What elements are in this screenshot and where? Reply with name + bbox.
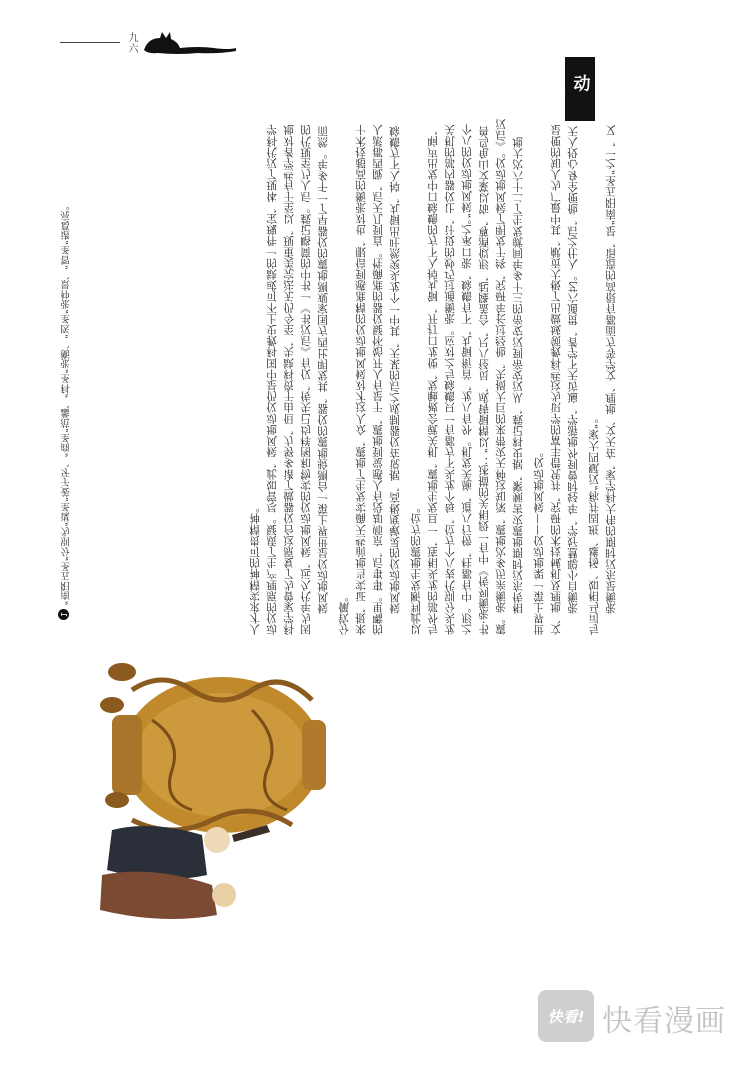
footnote xyxy=(58,140,70,620)
paragraph-3: 相传东汉时期地震灾害频繁，据史料记载，从汉安帝到汉安帝的三十多年间就发生了二十六次大地震。张衡亲历多次地震，深知这种天灾带来的巨大损失，他经过长年研究，终于发明了候风地动仪。《后汉书·张衡列传》中有一段相关的描述：“以精铜铸成，员径八尺，合盖隆起，形似酒尊，饰以篆文山龟鸟兽之形。中有都柱，傍行八道，施关发机。外有八龙，首衔铜丸，下有蟾蜍，张口承之。”候风地动仪的八个龙头分别代表八个方位，每个龙头下方都有一只蟾蜍与之对应。张衡通过巧妙的设计，让仪器内部的机关与外部的龙头相连，一旦发生地震，机关就会被触发，使龙口打开，铜丸掉入下方的蟾蜍口中发出声响，以此判断发生地震的方位。 xyxy=(409,118,523,635)
watermark-badge-text: 快看! xyxy=(547,1007,585,1026)
watermark-text: 快看漫画 xyxy=(602,1004,726,1039)
chapter-title xyxy=(544,57,615,121)
paragraph-1: 张衡是东汉时期的伟大科学家，在天文、地理、文学等方面都有很高的造诣，是“南阳五圣”之一，又与司马相如、扬雄、班固并称“汉赋四大家”。 xyxy=(587,124,616,635)
header-rule xyxy=(60,42,120,43)
watermark-badge xyxy=(538,990,594,1042)
watermark xyxy=(538,990,738,1042)
paragraph-4: 候风地动仪的灵敏度极高，据说在仪器制成之后的某天，其中一个龙头突然吐出铜丸，掉入下方蟾蜍的嘴里。事事后，京师却没有人感觉到地震，于是有人开始怀疑仪器的准确性。直到几天后，陇西郡派人来报，证实当地前些天确实发生了地震，众人这才对候风地动仪的精准感到信服，也对张衡的高超技术十分钦佩。 xyxy=(337,124,400,635)
chapter-mark: 九六 xyxy=(126,32,137,54)
body-text xyxy=(58,115,618,635)
cat-icon xyxy=(138,28,238,58)
body-text-block xyxy=(58,115,618,635)
seismograph-illustration-icon xyxy=(92,660,352,930)
paragraph-2: 张衡自小聪慧好学，年轻时曾到外地游学，遍访天下学者，贯通六艺。入仕之后，他便全身心投入天文、地理及机械技术的研究，并凭借丰富的学识为这些科教领域做出了极大贡献，其中最广为人知的便是世界上第一架地动仪——候风地动仪。 xyxy=(532,124,578,635)
chapter-title-text: 地动仪 xyxy=(544,74,615,93)
footnote-text: “南阳五圣”分别为“谋圣”姜子牙、“商圣”范蠡、“科圣”张衡、“医圣”张仲景、“智圣”诸葛亮。 xyxy=(58,200,69,606)
footnote-marker: 1 xyxy=(58,609,69,620)
paragraph-5: 候风地动仪是世界上第一台测验地震的仪器，其发明比西方国家观测地震的仪器早了一千多年。然而因为年代久远，候风地动仪的实物和图样均已失传，仅有《后汉书》一书中的简略记载。后人乃至现代的科学家曾为了复原这台仪器做了诸多努力，但由于资料缺失，至今仍无法完美重现，以至于有些学者对地动仪的原理产生了质疑。尽管如此，候风地动仪仍是中国科教史上不可或缺的一件瑰宝，体现了汉代科学人才求实精神的可贵精神。 xyxy=(248,124,328,635)
